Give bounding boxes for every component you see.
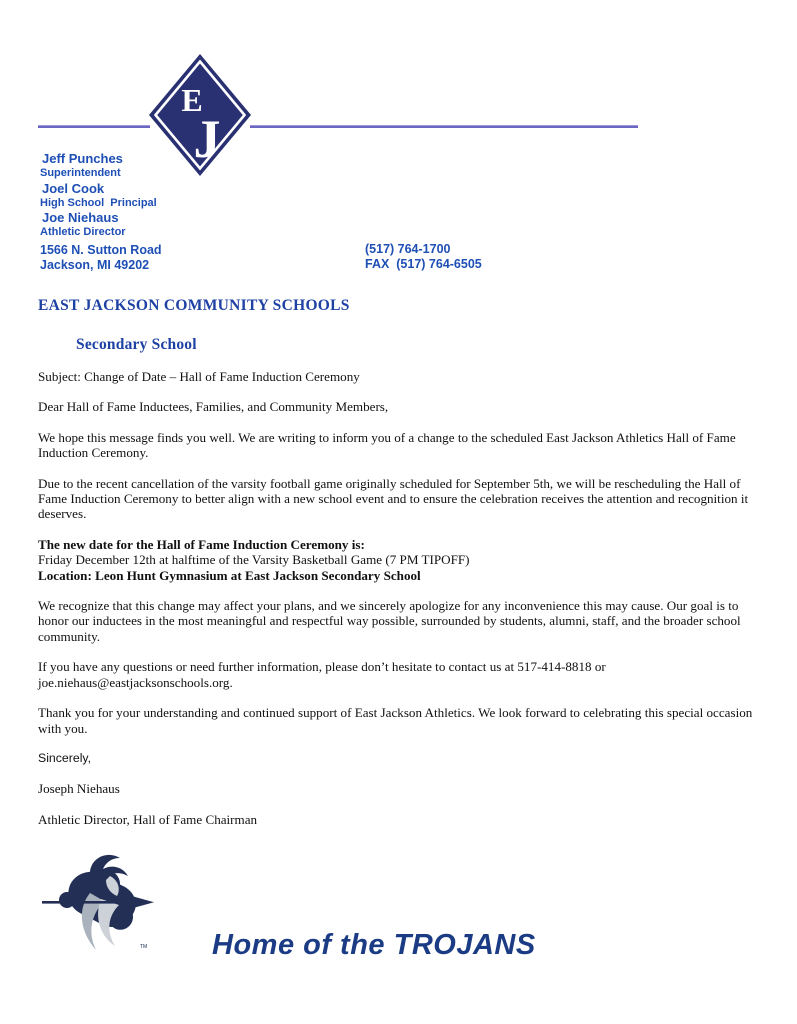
staff-title: Athletic Director (40, 226, 126, 238)
header-rule-right (250, 125, 638, 128)
logo-letter-j: J (193, 109, 221, 169)
address-line-2: Jackson, MI 49202 (40, 257, 150, 272)
paragraph-apology: We recognize that this change may affect your plans, and we sincerely apologize for any inconvenience this may cause. Our goal is to honor our inductees in the most meaningful and respectful way possible, surrounded by students, alumni, staff, and the broader school community. (38, 598, 741, 644)
fax-number: FAX (517) 764-6505 (365, 257, 482, 271)
staff-title: High School Principal (40, 196, 157, 209)
phone-block (365, 242, 482, 272)
staff-title: Superintendent (40, 167, 121, 179)
signature-title: Athletic Director, Hall of Fame Chairman (38, 811, 258, 827)
staff-name: Jeff Punches (42, 151, 123, 166)
logo-letter-e: E (181, 82, 203, 118)
paragraph-thanks: Thank you for your understanding and continued support of East Jackson Athletics. We look forward to celebrating this special occasion with you. (38, 705, 753, 736)
phone-number: (517) 764-1700 (365, 242, 451, 256)
trojan-mascot-icon (40, 851, 160, 957)
staff-name: Joe Niehaus (42, 210, 119, 225)
paragraph-intro: We hope this message finds you well. We are writing to inform you of a change to the scheduled East Jackson Athletics Hall of Fame Induction Ceremony. (38, 429, 736, 461)
location-line: Location: Leon Hunt Gymnasium at East Jackson Secondary School (38, 567, 421, 583)
address-line-1: 1566 N. Sutton Road (40, 242, 162, 257)
staff-block (40, 151, 162, 273)
home-of-trojans-tagline: Home of the TROJANS (212, 929, 536, 961)
school-heading: Secondary School (76, 336, 197, 353)
closing: Sincerely, (38, 750, 92, 765)
staff-name: Joel Cook (42, 180, 105, 196)
paragraph-contact: If you have any questions or need further information, please don’t hesitate to contact us at 517-414-8818 or joe.niehaus@eastjacksonschools.org. (38, 659, 606, 690)
trademark-text: TM (140, 944, 148, 950)
district-heading: EAST JACKSON COMMUNITY SCHOOLS (38, 297, 350, 314)
new-date-block (38, 537, 760, 583)
salutation: Dear Hall of Fame Inductees, Families, and Community Members, (38, 399, 389, 415)
new-date-detail: Friday December 12th at halftime of the Varsity Basketball Game (7 PM TIPOFF) (38, 552, 470, 568)
ej-diamond-logo-icon (148, 53, 252, 177)
signature-name: Joseph Niehaus (38, 781, 120, 797)
header-rule-left (38, 125, 150, 128)
new-date-label: The new date for the Hall of Fame Induction Ceremony is: (38, 536, 365, 552)
address-block (40, 243, 162, 273)
subject-line: Subject: Change of Date – Hall of Fame Induction Ceremony (38, 369, 360, 384)
letter-body (38, 369, 760, 842)
paragraph-reschedule: Due to the recent cancellation of the varsity football game originally scheduled for September 5th, we will be rescheduling the Hall of Fame Induction Ceremony to better align with a new school event and to ensure the celebration receives the attention and recognition it deserves. (38, 475, 749, 522)
